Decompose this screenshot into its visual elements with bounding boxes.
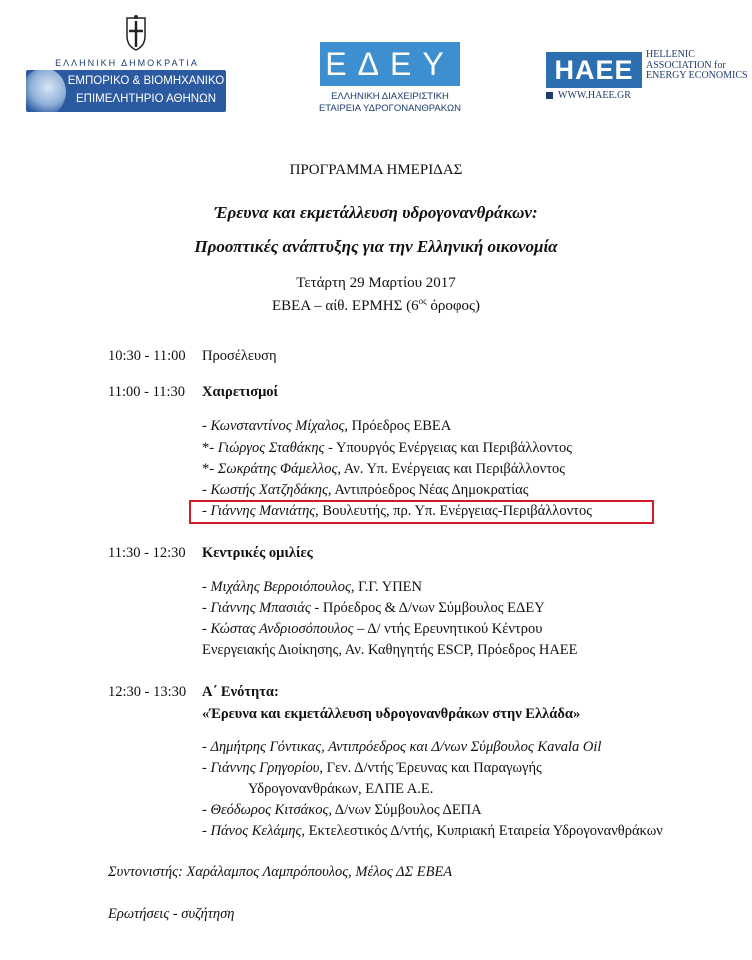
speaker-prefix: - xyxy=(202,802,211,818)
session-label: Α΄ Ενότητα: xyxy=(202,684,279,700)
venue-text: ΕΒΕΑ – αίθ. ΕΡΜΗΣ (6 xyxy=(272,298,419,314)
speaker-prefix: - xyxy=(202,579,211,595)
speaker-prefix: *- xyxy=(202,461,218,477)
speaker-name: Γιάννης Γρηγορίου xyxy=(210,760,320,776)
speaker-continuation: Υδρογονανθράκων, ΕΛΠΕ Α.Ε. xyxy=(248,781,434,797)
edey-logo: ΕΔΕΥ xyxy=(320,42,460,86)
speaker-item xyxy=(202,482,528,499)
ebea-banner xyxy=(26,70,226,112)
speaker-role: , Εκτελεστικός Δ/ντής, Κυπριακή Εταιρεία Υδρογονανθράκων xyxy=(301,823,663,839)
event-title-line2: Προοπτικές ανάπτυξης για την Ελληνική οικονομία xyxy=(194,237,558,256)
speaker-prefix: - xyxy=(202,739,211,755)
speaker-role: , Αντιπρόεδρος Νέας Δημοκρατίας xyxy=(327,482,529,498)
programme-heading: ΠΡΟΓΡΑΜΜΑ ΗΜΕΡΙΔΑΣ xyxy=(289,162,463,178)
speaker-item xyxy=(202,823,663,840)
speaker-prefix: - xyxy=(202,823,211,839)
session-time: 11:30 - 12:30 xyxy=(108,545,186,561)
speaker-item xyxy=(202,802,482,819)
speaker-name: Γιάννης Μανιάτης xyxy=(210,503,316,519)
session-time: 11:00 - 11:30 xyxy=(108,384,186,400)
speaker-role: , Δ/νων Σύμβουλος ΔΕΠΑ xyxy=(328,802,482,818)
session-label: Κεντρικές ομιλίες xyxy=(202,545,313,561)
highlight-box xyxy=(189,500,654,524)
speaker-prefix: - xyxy=(202,600,211,616)
speaker-role: – Δ/ ντής Ερευνητικού Κέντρου xyxy=(353,621,543,637)
event-title-line1: Έρευνα και εκμετάλλευση υδρογονανθράκων: xyxy=(214,203,538,222)
speaker-continuation: Ενεργειακής Διοίκησης, Αν. Καθηγητής ESCP, Πρόεδρος HAEE xyxy=(202,642,578,658)
ebea-top-text: ΕΛΛΗΝΙΚΗ ΔΗΜΟΚΡΑΤΙΑ xyxy=(55,58,199,68)
haee-website: WWW.HAEE.GR xyxy=(558,90,631,101)
speaker-name: Γιάννης Μπασιάς xyxy=(210,600,311,616)
speaker-item xyxy=(202,461,565,478)
speaker-prefix: - xyxy=(202,760,211,776)
speaker-item xyxy=(202,418,451,435)
globe-icon xyxy=(26,70,66,112)
speaker-name: Πάνος Κελάμης xyxy=(210,823,302,839)
edey-sub-line1: ΕΛΛΗΝΙΚΗ ΔΙΑΧΕΙΡΙΣΤΙΚΗ xyxy=(331,91,449,102)
speaker-name: Σωκράτης Φάμελλος xyxy=(217,461,338,477)
event-date: Τετάρτη 29 Μαρτίου 2017 xyxy=(296,275,456,291)
speaker-prefix: - xyxy=(202,418,211,434)
speaker-prefix: - xyxy=(202,503,211,519)
speaker-prefix: - xyxy=(202,482,211,498)
haee-name xyxy=(646,50,748,82)
qa-label: Ερωτήσεις - συζήτηση xyxy=(108,906,235,922)
speaker-role: , Βουλευτής, πρ. Υπ. Ενέργειας-Περιβάλλοντος xyxy=(315,503,592,519)
haee-name-line1: HELLENIC xyxy=(646,49,695,60)
speaker-item xyxy=(202,739,601,756)
speaker-role: , Πρόεδρος ΕΒΕΑ xyxy=(344,418,452,434)
speaker-name: Θεόδωρος Κιτσάκος xyxy=(210,802,329,818)
session-time: 10:30 - 11:00 xyxy=(108,348,186,364)
speaker-name: Γιώργος Σταθάκης xyxy=(217,440,325,456)
venue-ordinal: ος xyxy=(418,296,427,306)
haee-square-icon xyxy=(546,92,553,99)
speaker-name: Κώστας Ανδριοσόπουλος xyxy=(210,621,354,637)
speaker-name: Μιχάλης Βερροιόπουλος xyxy=(210,579,351,595)
speaker-role: - Πρόεδρος & Δ/νων Σύμβουλος ΕΔΕΥ xyxy=(310,600,545,616)
session-time: 12:30 - 13:30 xyxy=(108,684,187,700)
session-label: Χαιρετισμοί xyxy=(202,384,279,400)
speaker-item xyxy=(202,579,422,596)
speaker-item xyxy=(202,760,542,777)
speaker-prefix: - xyxy=(202,621,211,637)
greek-emblem-icon xyxy=(125,14,147,52)
event-venue xyxy=(0,296,752,315)
session-label: Προσέλευση xyxy=(202,348,277,364)
speaker-item xyxy=(202,600,545,617)
haee-name-line2: ASSOCIATION for xyxy=(646,59,726,71)
ebea-line1: ΕΜΠΟΡΙΚΟ & ΒΙΟΜΗΧΑΝΙΚΟ xyxy=(67,75,225,87)
speaker-name: Δημήτρης Γόντικας, Αντιπρόεδρος και Δ/νων Σύμβουλος Kavala Oil xyxy=(210,739,602,755)
speaker-name: Κωστής Χατζηδάκης xyxy=(210,482,328,498)
moderator: Συντονιστής: Χαράλαμπος Λαμπρόπουλος, Μέλος ΔΣ ΕΒΕΑ xyxy=(108,864,453,880)
venue-floor: όροφος) xyxy=(426,298,480,314)
ebea-line2: ΕΠΙΜΕΛΗΤΗΡΙΟ ΑΘΗΝΩΝ xyxy=(76,93,216,105)
speaker-role: , Γεν. Δ/ντής Έρευνας και Παραγωγής xyxy=(319,760,542,776)
ebea-logo xyxy=(22,14,232,105)
speaker-role: , Αν. Υπ. Ενέργειας και Περιβάλλοντος xyxy=(337,461,566,477)
speaker-item xyxy=(202,621,542,638)
speaker-name: Κωνσταντίνος Μίχαλος xyxy=(210,418,345,434)
haee-name-line3: ENERGY ECONOMICS xyxy=(646,70,748,81)
speaker-role: , Γ.Γ. ΥΠΕΝ xyxy=(350,579,422,595)
speaker-prefix: *- xyxy=(202,440,218,456)
speaker-item xyxy=(202,440,572,457)
edey-subtitle xyxy=(306,91,474,115)
session-subtitle: «Έρευνα και εκμετάλλευση υδρογονανθράκων στην Ελλάδα» xyxy=(202,706,581,722)
haee-logo: HAEE xyxy=(546,52,642,88)
edey-sub-line2: ΕΤΑΙΡΕΙΑ ΥΔΡΟΓΟΝΑΝΘΡΑΚΩΝ xyxy=(318,103,462,114)
speaker-role: - Υπουργός Ενέργειας και Περιβάλλοντος xyxy=(324,440,572,456)
